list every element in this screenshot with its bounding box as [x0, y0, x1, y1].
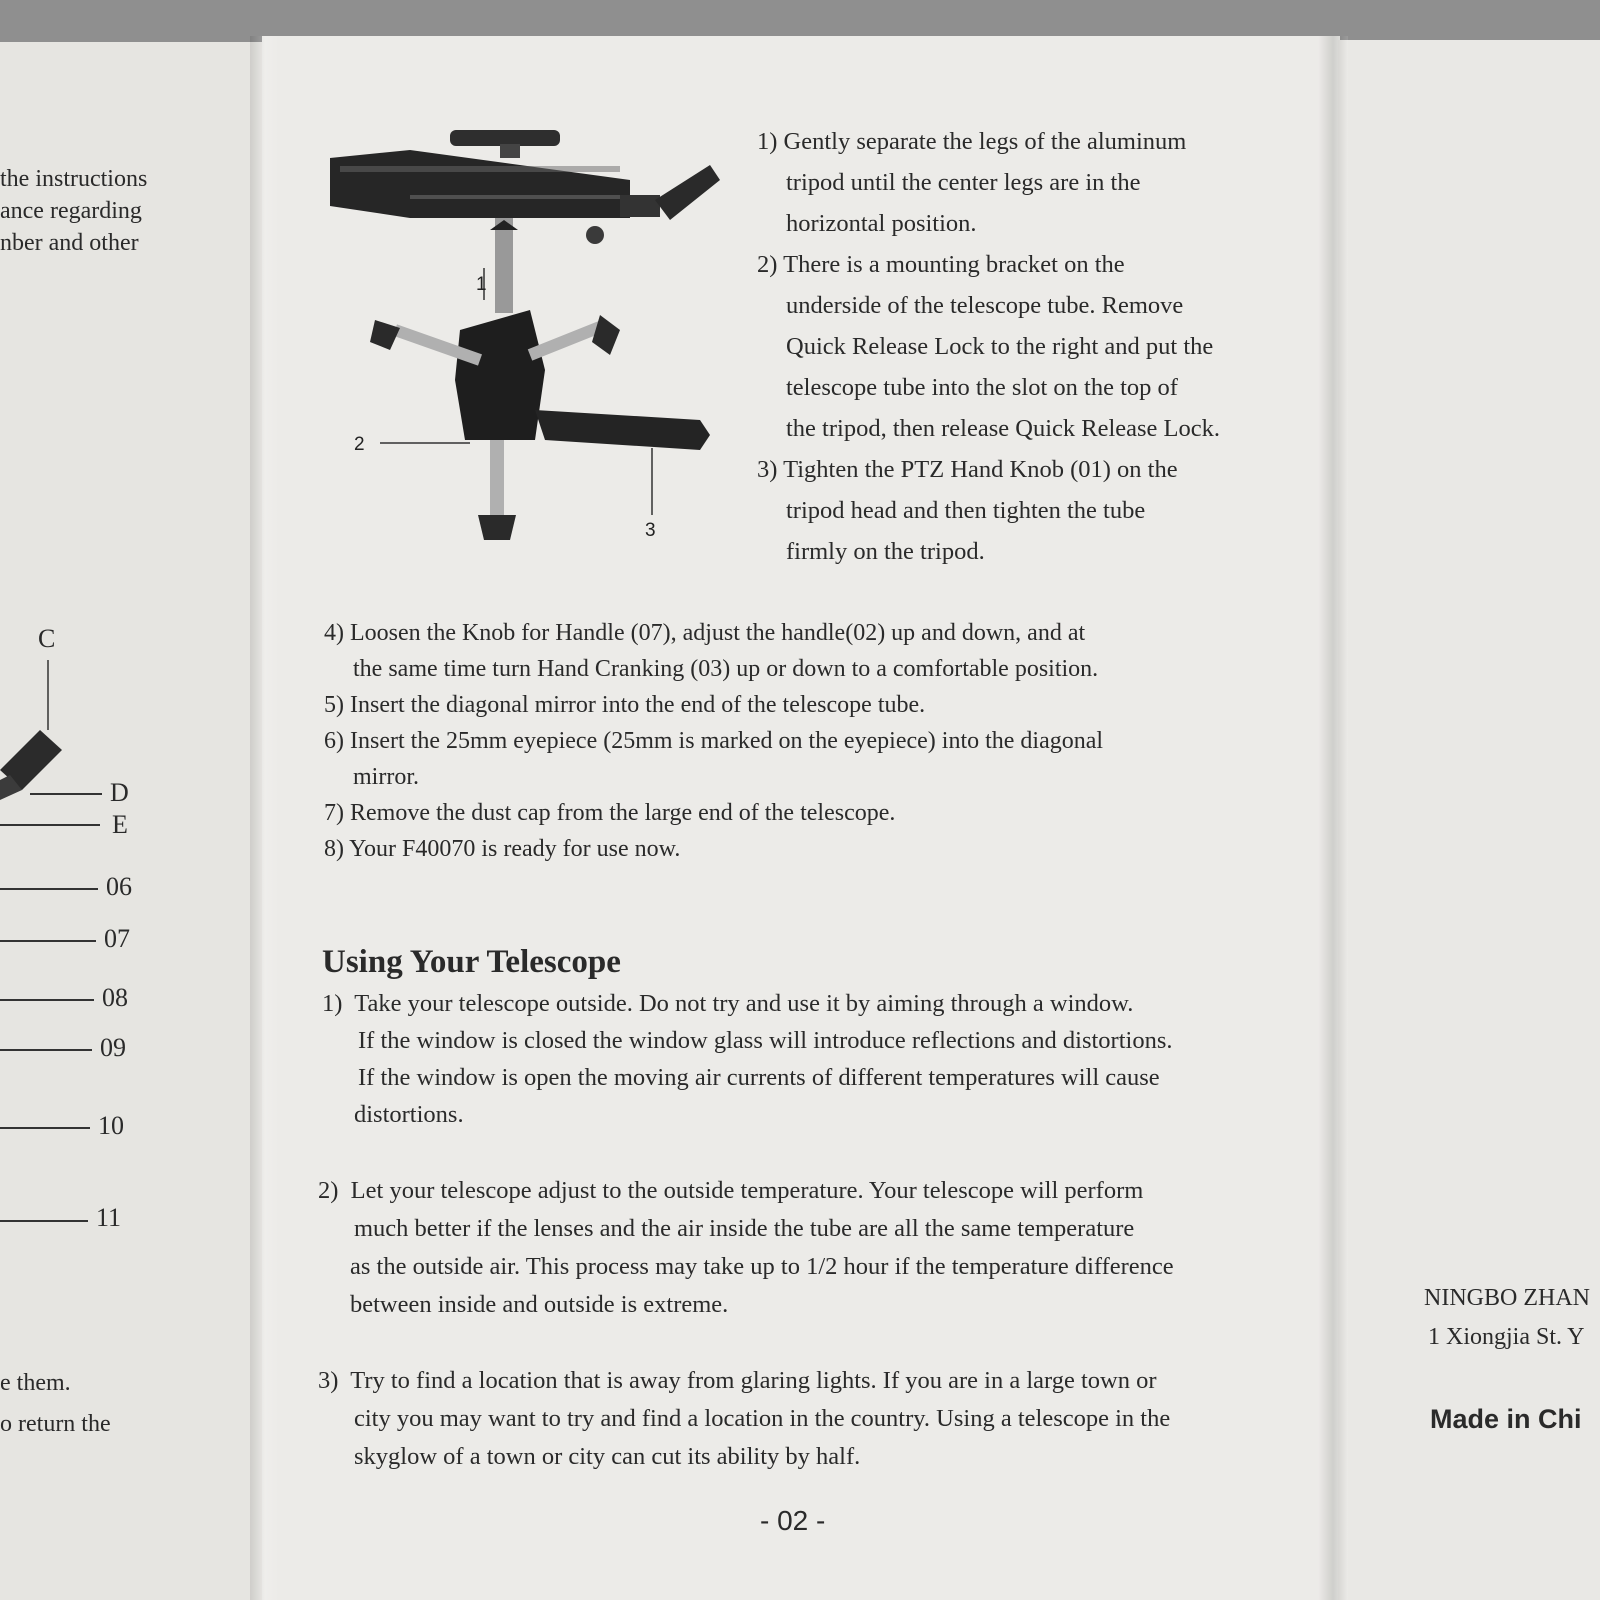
callout-line	[30, 793, 102, 795]
callout-label-08: 08	[102, 983, 128, 1012]
callout-label-10: 10	[98, 1111, 124, 1140]
step-text: Take your telescope outside. Do not try and use it by aiming through a window.	[354, 990, 1134, 1017]
left-fragment-line: o return the	[0, 1411, 111, 1437]
setup-step-7	[324, 795, 1103, 831]
step-text: the same time turn Hand Cranking (03) up or down to a comfortable position.	[353, 656, 1099, 682]
step-number: 2)	[757, 251, 778, 278]
step-number: 1)	[757, 128, 778, 155]
step-text: Insert the 25mm eyepiece (25mm is marked on the eyepiece) into the diagonal	[350, 728, 1104, 754]
company-name: NINGBO ZHAN	[1424, 1285, 1590, 1311]
telescope-tube-shape	[330, 150, 630, 218]
made-in-label: Made in Chi	[1430, 1404, 1582, 1434]
step-text: There is a mounting bracket on the	[783, 251, 1125, 278]
callout-line	[0, 824, 100, 826]
step-text: the tripod, then release Quick Release Lock.	[786, 415, 1221, 442]
callout-label-d: D	[110, 778, 129, 807]
diagram-label-2: 2	[354, 434, 365, 455]
step-text: If the window is closed the window glass will introduce reflections and distortions.	[358, 1027, 1173, 1054]
step-text: underside of the telescope tube. Remove	[786, 292, 1184, 319]
page-number: - 02 -	[760, 1505, 826, 1536]
step-text: as the outside air. This process may take up to 1/2 hour if the temperature difference	[350, 1253, 1174, 1280]
step-text: Tighten the PTZ Hand Knob (01) on the	[783, 456, 1178, 483]
step-text: horizontal position.	[786, 210, 977, 237]
step-text: mirror.	[353, 764, 419, 790]
callout-line	[0, 940, 96, 942]
step-number: 3)	[318, 1367, 339, 1394]
step-number: 5)	[324, 692, 344, 718]
step-text: city you may want to try and find a location in the country. Using a telescope in the	[354, 1405, 1171, 1432]
setup-step-3	[757, 449, 1220, 490]
step-text: Let your telescope adjust to the outside temperature. Your telescope will perform	[350, 1177, 1144, 1204]
diagram-label-3: 3	[645, 520, 656, 541]
setup-step-8	[324, 831, 1103, 867]
step-text: firmly on the tripod.	[786, 538, 985, 565]
telescope-tripod-diagram	[330, 110, 730, 570]
left-fragment-line: nber and other	[0, 230, 139, 256]
company-address: 1 Xiongjia St. Y	[1428, 1324, 1585, 1350]
step-text: tripod until the center legs are in the	[786, 169, 1141, 196]
step-text: much better if the lenses and the air inside the tube are all the same temperature	[354, 1215, 1135, 1242]
left-fragment-line: ance regarding	[0, 198, 142, 224]
step-text: between inside and outside is extreme.	[350, 1291, 729, 1318]
step-text: Your F40070 is ready for use now.	[349, 836, 681, 862]
setup-step-4	[324, 615, 1103, 651]
paper-fold-right	[1318, 36, 1348, 1600]
using-step-2	[318, 1172, 1174, 1324]
step-text: Remove the dust cap from the large end of the telescope.	[350, 800, 896, 826]
step-text: tripod head and then tighten the tube	[786, 497, 1146, 524]
callout-label-07: 07	[104, 924, 130, 953]
step-text: If the window is open the moving air currents of different temperatures will cause	[358, 1064, 1160, 1091]
setup-step-1	[757, 121, 1220, 162]
left-fragment-line: e them.	[0, 1370, 71, 1396]
step-text: skyglow of a town or city can cut its ability by half.	[354, 1443, 861, 1470]
step-text: Gently separate the legs of the aluminum	[783, 128, 1187, 155]
right-page-panel	[1338, 40, 1600, 1600]
callout-line	[0, 1049, 92, 1051]
using-step-3	[318, 1362, 1170, 1476]
callout-label-11: 11	[96, 1203, 122, 1232]
step-number: 3)	[757, 456, 778, 483]
callout-line	[0, 888, 98, 890]
step-number: 4)	[324, 620, 344, 646]
paper-fold-left	[250, 36, 280, 1600]
section-heading: Using Your Telescope	[322, 944, 621, 980]
step-number: 1)	[322, 990, 343, 1017]
callout-label-09: 09	[100, 1033, 126, 1062]
callout-line	[0, 1127, 90, 1129]
step-text: Quick Release Lock to the right and put the	[786, 333, 1214, 360]
diagonal-eyepiece-shape	[655, 165, 720, 220]
step-text: Try to find a location that is away from glaring lights. If you are in a large town or	[350, 1367, 1157, 1394]
more-steps-list	[324, 615, 1103, 867]
using-step-1	[322, 985, 1172, 1133]
step-text: Loosen the Knob for Handle (07), adjust the handle(02) up and down, and at	[350, 620, 1086, 646]
callout-line	[0, 999, 94, 1001]
step-number: 7)	[324, 800, 344, 826]
setup-step-2	[757, 244, 1220, 285]
setup-steps-list	[757, 121, 1220, 572]
pan-handle-shape	[535, 410, 710, 450]
step-text: telescope tube into the slot on the top of	[786, 374, 1178, 401]
callout-label-c: C	[38, 624, 56, 653]
setup-step-5	[324, 687, 1103, 723]
setup-step-6	[324, 723, 1103, 759]
step-text: Insert the diagonal mirror into the end of the telescope tube.	[350, 692, 926, 718]
finder-scope-shape	[450, 130, 560, 146]
step-number: 8)	[324, 836, 344, 862]
tripod-head-shape	[455, 310, 545, 440]
step-number: 2)	[318, 1177, 339, 1204]
callout-label-06: 06	[106, 872, 132, 901]
step-text: distortions.	[354, 1101, 464, 1128]
diagram-label-1: 1	[476, 274, 487, 295]
callout-line	[0, 1220, 88, 1222]
step-number: 6)	[324, 728, 344, 754]
callout-label-e: E	[112, 810, 128, 839]
left-fragment-line: the instructions	[0, 166, 148, 192]
